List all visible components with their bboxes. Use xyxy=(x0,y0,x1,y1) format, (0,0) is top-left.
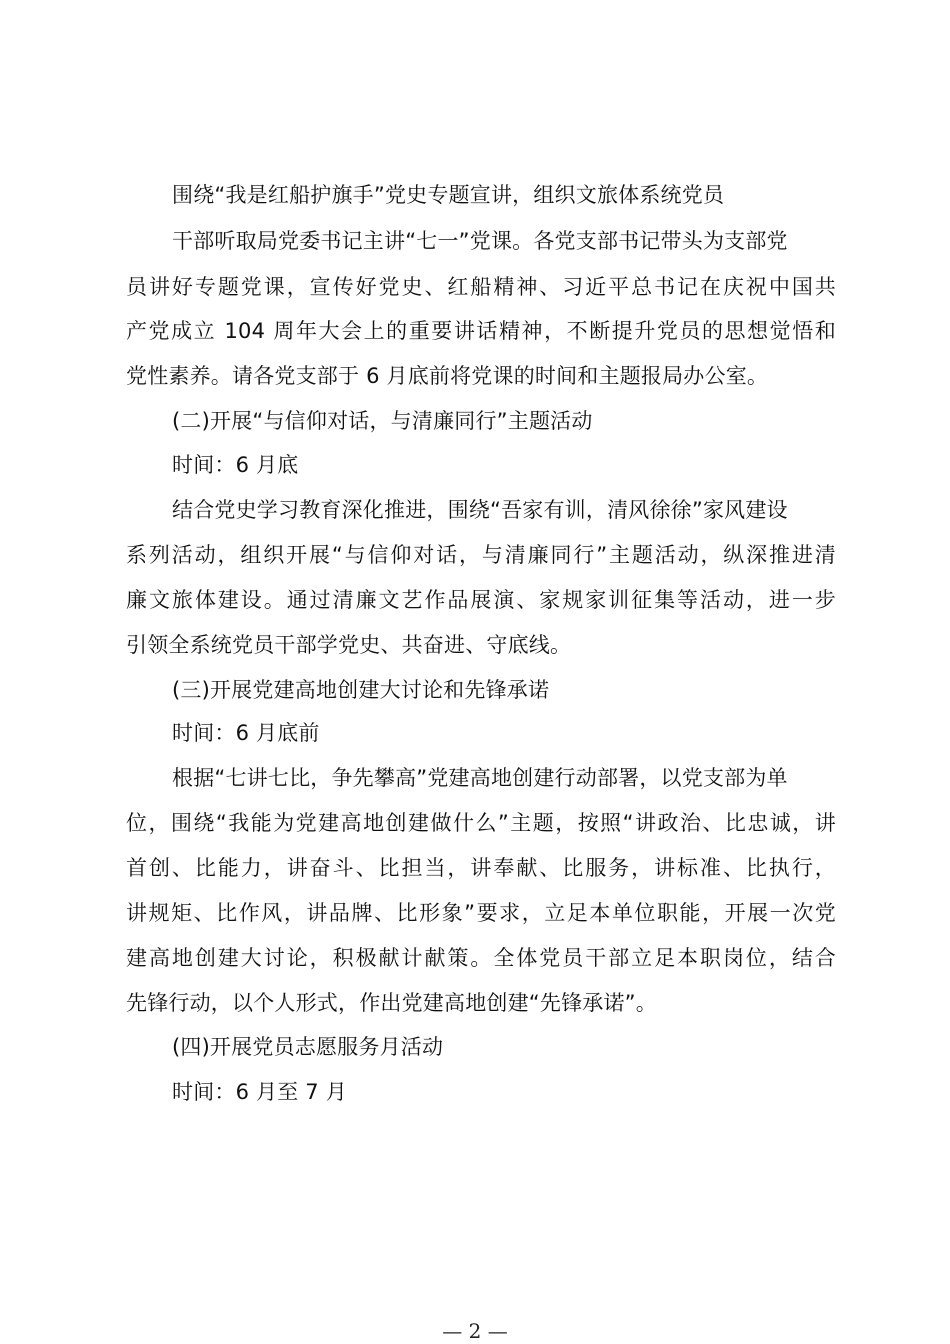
body-paragraph-line: 结合党史学习教育深化推进，围绕“吾家有训，清风徐徐”家风建设 xyxy=(172,498,788,522)
body-paragraph-line: 首创、比能力，讲奋斗、比担当，讲奉献、比服务，讲标准、比执行， xyxy=(126,856,836,880)
body-paragraph-line: 干部听取局党委书记主讲“七一”党课。各党支部书记带头为支部党 xyxy=(172,229,788,253)
body-paragraph-line: 系列活动，组织开展“与信仰对话，与清廉同行”主题活动，纵深推进清 xyxy=(126,543,836,567)
page-number: — 2 — xyxy=(442,1319,508,1343)
body-paragraph-line: 先锋行动，以个人形式，作出党建高地创建“先锋承诺”。 xyxy=(126,991,657,1015)
body-paragraph-line: 廉文旅体建设。通过清廉文艺作品展演、家规家训征集等活动，进一步 xyxy=(126,588,836,612)
time-line: 时间：6 月底前 xyxy=(172,721,320,745)
body-paragraph-line: 党性素养。请各党支部于 6 月底前将党课的时间和主题报局办公室。 xyxy=(126,364,769,388)
body-paragraph-line: 围绕“我是红船护旗手”党史专题宣讲，组织文旅体系统党员 xyxy=(172,183,725,207)
section-heading: (三)开展党建高地创建大讨论和先锋承诺 xyxy=(172,678,550,702)
time-line: 时间：6 月至 7 月 xyxy=(172,1080,347,1104)
body-paragraph-line: 位，围绕“我能为党建高地创建做什么”主题，按照“讲政治、比忠诚，讲 xyxy=(126,811,836,835)
section-heading: (二)开展“与信仰对话，与清廉同行”主题活动 xyxy=(172,409,593,433)
body-paragraph-line: 讲规矩、比作风，讲品牌、比形象”要求，立足本单位职能，开展一次党 xyxy=(126,901,836,925)
body-paragraph-line: 产党成立 104 周年大会上的重要讲话精神，不断提升党员的思想觉悟和 xyxy=(126,319,836,343)
time-line: 时间：6 月底 xyxy=(172,453,299,477)
body-paragraph-line: 员讲好专题党课，宣传好党史、红船精神、习近平总书记在庆祝中国共 xyxy=(126,275,836,299)
body-paragraph-line: 引领全系统党员干部学党史、共奋进、守底线。 xyxy=(126,633,572,657)
body-paragraph-line: 根据“七讲七比，争先攀高”党建高地创建行动部署，以党支部为单 xyxy=(172,766,788,790)
section-heading: (四)开展党员志愿服务月活动 xyxy=(172,1035,444,1059)
body-paragraph-line: 建高地创建大讨论，积极献计献策。全体党员干部立足本职岗位，结合 xyxy=(126,946,836,970)
